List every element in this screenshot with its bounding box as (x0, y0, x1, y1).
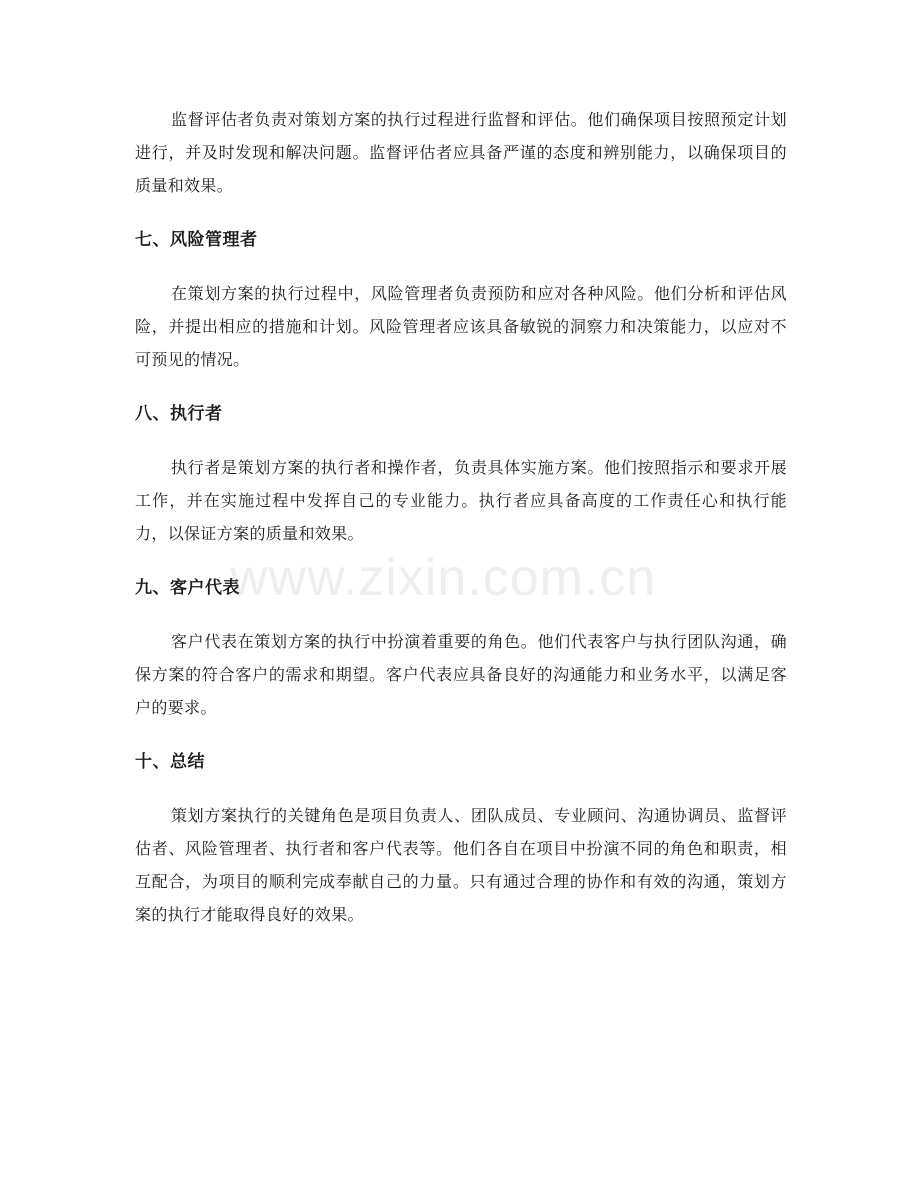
paragraph-customer-representative: 客户代表在策划方案的执行中扮演着重要的角色。他们代表客户与执行团队沟通，确保方案的符合客户的需求和期望。客户代表应具备良好的沟通能力和业务水平，以满足客户的要求。 (135, 632, 787, 717)
heading-executor: 八、执行者 (135, 404, 223, 424)
paragraph-supervisor-evaluator: 监督评估者负责对策划方案的执行过程进行监督和评估。他们确保项目按照预定计划进行，并及时发现和解决问题。监督评估者应具备严谨的态度和辨别能力，以确保项目的质量和效果。 (135, 110, 787, 195)
heading-customer-representative: 九、客户代表 (135, 578, 240, 598)
watermark: www.zixin.com.cn (230, 549, 657, 607)
document-body (135, 103, 787, 931)
heading-summary: 十、总结 (135, 752, 205, 772)
paragraph-executor: 执行者是策划方案的执行者和操作者，负责具体实施方案。他们按照指示和要求开展工作，并在实施过程中发挥自己的专业能力。执行者应具备高度的工作责任心和执行能力，以保证方案的质量和效果。 (135, 458, 787, 543)
paragraph-risk-manager: 在策划方案的执行过程中，风险管理者负责预防和应对各种风险。他们分析和评估风险，并提出相应的措施和计划。风险管理者应该具备敏锐的洞察力和决策能力，以应对不可预见的情况。 (135, 284, 787, 369)
paragraph-summary: 策划方案执行的关键角色是项目负责人、团队成员、专业顾问、沟通协调员、监督评估者、风险管理者、执行者和客户代表等。他们各自在项目中扮演不同的角色和职责，相互配合，为项目的顺利完成奉献自己的力量。只有通过合理的协作和有效的沟通，策划方案的执行才能取得良好的效果。 (135, 806, 787, 924)
heading-risk-manager: 七、风险管理者 (135, 230, 258, 250)
